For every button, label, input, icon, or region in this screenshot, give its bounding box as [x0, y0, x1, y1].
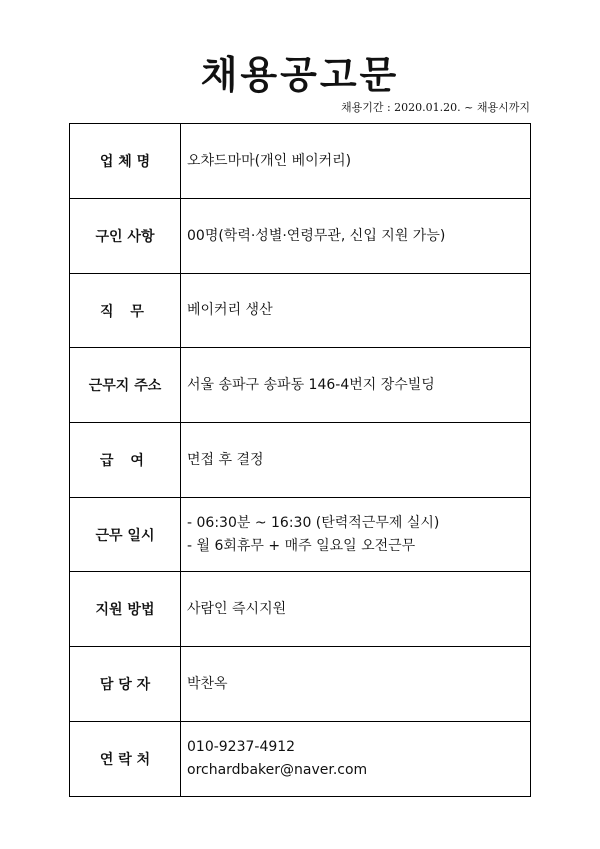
recruitment-period: 채용기간 : 2020.01.20. ~ 채용시까지	[340, 101, 530, 114]
value-cell	[181, 498, 531, 572]
label-cell	[70, 274, 181, 348]
table-row-contact-person	[70, 647, 531, 722]
label-cell	[70, 423, 181, 498]
table-row-apply-method	[70, 572, 531, 647]
address-label: 근무지 주소	[88, 378, 162, 394]
table-row-company	[70, 124, 531, 199]
value-cell	[181, 572, 531, 647]
value-cell	[181, 199, 531, 274]
table-row-openings	[70, 199, 531, 274]
duty-label: 직 무	[100, 303, 150, 320]
hours-line-1: - 06:30분 ~ 16:30 (탄력적근무제 실시)	[187, 514, 440, 531]
company-name-label: 업 체 명	[99, 154, 151, 170]
contact-label: 연 락 처	[99, 752, 151, 768]
openings-value: 00명(학력·성별·연령무관, 신입 지원 가능)	[187, 227, 446, 244]
openings-label: 구인 사항	[95, 229, 155, 245]
value-cell	[181, 647, 531, 722]
label-cell	[70, 348, 181, 423]
contact-person-value: 박찬옥	[187, 675, 228, 692]
address-value: 서울 송파구 송파동 146-4번지 장수빌딩	[187, 376, 435, 393]
label-cell	[70, 647, 181, 722]
label-cell	[70, 199, 181, 274]
label-cell	[70, 124, 181, 199]
table-row-hours	[70, 498, 531, 572]
label-cell	[70, 498, 181, 572]
table-row-address	[70, 348, 531, 423]
hours-line-2: - 월 6회휴무 + 매주 일요일 오전근무	[187, 537, 416, 554]
hours-label: 근무 일시	[95, 527, 155, 544]
contact-person-label: 담 당 자	[99, 677, 151, 693]
phone-value: 010-9237-4912	[187, 739, 296, 755]
job-posting-table	[69, 123, 531, 797]
salary-label: 급 여	[100, 453, 150, 469]
duty-value: 베이커리 생산	[187, 302, 273, 318]
salary-value: 면접 후 결정	[187, 451, 264, 468]
company-name-value: 오챠드마마(개인 베이커리)	[187, 152, 352, 169]
label-cell	[70, 572, 181, 647]
apply-method-label: 지원 방법	[95, 602, 155, 618]
table-row-duty	[70, 274, 531, 348]
value-cell	[181, 423, 531, 498]
table-row-salary	[70, 423, 531, 498]
page-title: 채용공고문	[200, 52, 400, 97]
value-cell	[181, 722, 531, 797]
table-row-contact	[70, 722, 531, 797]
value-cell	[181, 274, 531, 348]
value-cell	[181, 124, 531, 199]
label-cell	[70, 722, 181, 797]
value-cell	[181, 348, 531, 423]
email-value: orchardbaker@naver.com	[187, 762, 368, 778]
apply-method-value: 사람인 즉시지원	[187, 600, 287, 617]
